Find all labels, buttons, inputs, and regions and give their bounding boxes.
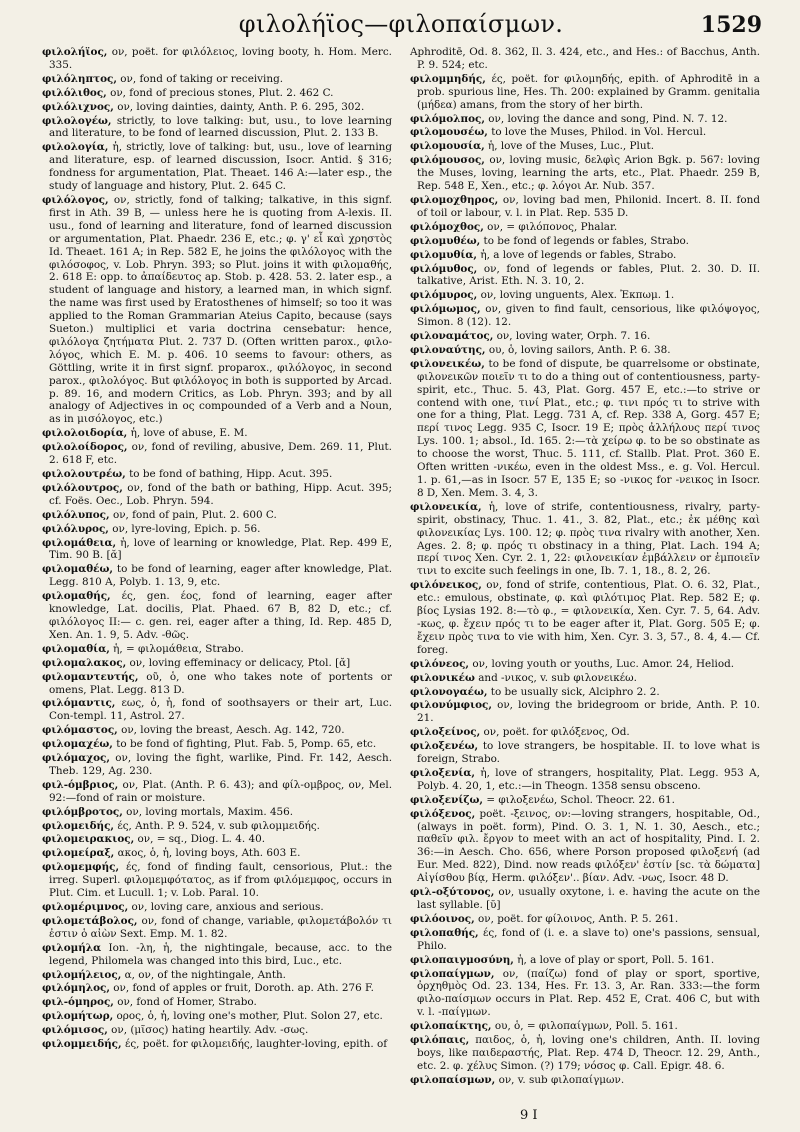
entry-headword: φιλοπαίσμων, — [410, 1073, 496, 1086]
entry-definition: to love strangers, be hospitable. II. to love what is foreign, Strabo. — [417, 740, 760, 766]
entry-headword: φιλονεικία, — [410, 500, 482, 513]
dictionary-entry — [42, 509, 392, 522]
entry-definition: ον, fond of change, variable, φιλομετάβολόν τι ἐστιν ὁ αἰὼν Sext. Emp. M. 1. 82. — [49, 914, 392, 940]
entry-headword: φιλόμοχθος, — [410, 220, 484, 233]
left-column — [42, 46, 392, 1052]
dictionary-entry — [42, 73, 392, 86]
dictionary-entry — [42, 969, 392, 982]
dictionary-entry — [42, 482, 392, 508]
dictionary-entry — [410, 249, 760, 262]
entry-headword: φιλόμωμος, — [410, 303, 481, 316]
entry-headword: φιλομαθέω, — [42, 563, 114, 576]
dictionary-entry — [410, 672, 760, 685]
dictionary-entry — [410, 968, 760, 1020]
entry-headword: φιλόμαντις, — [42, 697, 116, 710]
entry-definition: ον, poët. for φιλόξενος, Od. — [483, 726, 630, 739]
dictionary-entry — [42, 724, 392, 737]
dictionary-entry — [42, 657, 392, 670]
dictionary-entry — [410, 344, 760, 357]
entry-headword: φιλομυθία, — [410, 248, 478, 261]
dictionary-entry — [410, 913, 760, 926]
entry-definition: ές, Anth. P. 9. 524, v. sub φιλομμειδής. — [117, 819, 320, 832]
entry-definition: Aphroditē, Od. 8. 362, Il. 3. 424, etc., and Hes.: of Bacchus, Anth. P. 9. 524; etc. — [410, 46, 760, 71]
entry-headword: φιλολογία, — [42, 141, 109, 154]
dictionary-entry — [410, 767, 760, 793]
dictionary-entry — [410, 927, 760, 953]
entry-definition: ον, strictly, fond of talking; talkative, in this signf. first in Ath. 39 B, — unless here he is quoting from A-lexis. II. usu., fond of learning and literature, fond of learned discussion or argumentation, Plat. Phaedr. 236 E, etc.; φ. γ' εἶ καὶ χρηστὸς Id. Theaet. 161 A; in Rep. 582 E, he joins the φιλόλογος with the φιλόσοφος, v. Lob. Phryn. 393; so Plut. joins it with φιλομαθής, 2. 618 E: opp. to ἀπαίδευτος ap. Stob. p. 428. 53. 2. later esp., a student of language and history, a learned man, in which signf. the name was first used by Eratosthenes of himself; so too it was applied to the Roman Grammarian Ateius Capito, because (says Sueton.) multiplici et varia doctrina censebatur: hence, φιλόλογα ζητήματα Plut. 2. 737 D. (Often written parox., φιλο-λόγος, which E. M. p. 406. 10 seems to favour: others, as Göttling, write it in first signf. proparox., φιλόλογος, in second parox., φιλολόγος. But φιλόλογος in both is supported by Arcad. p. 89. 16, and modern Critics, as Lob. Phryn. 393; and by all analogy of Adjectives in ος compounded of a Verb and a Noun, as in μισόλογος, etc.) — [49, 193, 392, 426]
entry-definition: ον, loving mortals, Maxim. 456. — [126, 805, 294, 818]
dictionary-entry — [410, 886, 760, 912]
entry-definition: ές, poët. for φιλομειδής, laughter-loving, epith. of — [124, 1038, 388, 1051]
dictionary-entry — [42, 1010, 392, 1023]
dictionary-entry — [42, 537, 392, 563]
entry-headword: φιλόοινος, — [410, 912, 475, 925]
entry-definition: = φιλοξενέω, Schol. Theocr. 22. 61. — [486, 793, 675, 806]
entry-definition: ον, fond of Homer, Strabo. — [117, 996, 257, 1009]
entry-definition: ές, gen. έος, fond of learning, eager after knowledge, Lat. docilis, Plat. Phaed. 67 B, 82 D, etc.; cf. φιλόλογος II:— c. gen. rei, eager after a thing, Id. Rep. 485 D, Xen. An. 1. 9, 5. Adv. -θῶς. — [49, 590, 392, 641]
entry-definition: ον, (μῖσος) hating heartily. Adv. -σως. — [111, 1024, 309, 1037]
entry-definition: to be fond of bathing, Hipp. Acut. 395. — [129, 468, 333, 480]
dictionary-entry — [410, 46, 760, 72]
entry-headword: φιλομμειδής, — [42, 1038, 122, 1051]
dictionary-entry — [42, 1024, 392, 1037]
entry-headword: φιλόμυθος, — [410, 262, 478, 275]
dictionary-entry — [42, 752, 392, 778]
dictionary-entry — [410, 699, 760, 725]
dictionary-entry — [42, 915, 392, 941]
entry-headword: φιλομοχθηρος, — [410, 193, 499, 206]
entry-headword: φιλοξείνος, — [410, 726, 481, 739]
entry-headword: φιλόμισος, — [42, 1024, 108, 1037]
entry-definition: and -νικος, v. sub φιλονεικέω. — [478, 671, 637, 684]
dictionary-entry — [410, 579, 760, 656]
page-number: 1529 — [700, 12, 762, 38]
entry-headword: φιλομουσία, — [410, 140, 485, 153]
entry-headword: φιλοξενέω, — [410, 740, 479, 753]
entry-definition: ον, fond of apples or fruit, Doroth. ap. Ath. 276 F. — [113, 982, 374, 995]
entry-definition: ον, = sq., Diog. L. 4. 40. — [137, 833, 266, 846]
entry-definition: ον, usually oxytone, i. e. having the acute on the last syllable. [ῠ] — [417, 886, 760, 911]
dictionary-entry — [410, 794, 760, 807]
entry-definition: to be fond of dispute, be quarrelsome or obstinate, φιλονεικῶν ποιεῖν τι to do a thing out of contentiousness, party-spirit, etc., Thuc. 5. 43, Plat. Gorg. 457 E, etc.:—to strive or contend with one, τινί Plat., etc.; φ. τινι πρός τι to strive with one for a thing, Plat. Legg. 731 A, cf. Rep. 338 A, Gorg. 457 E; περί τινος Legg. 935 C, Isocr. 19 E; πρὸς ἀλλήλους περί τινος Lys. 100. 1; absol., Id. 165. 2:—τὰ χείρω φ. to be so obstinate as to choose the worst, Thuc. 5. 111, cf. Stallb. Plat. Prot. 360 E. Often written -νικέω, even in the oldest Mss., e. g. Vol. Hercul. 1. p. 61,—as in Isocr. 57 E, 135 E; so -νικος for -νεικος in Isocr. 8 D, Xen. Mem. 3. 4, 3. — [417, 357, 760, 499]
entry-definition: ον, loving dainties, dainty, Anth. P. 6. 295, 302. — [117, 100, 365, 113]
entry-definition: poët. -ξεινος, ον:—loving strangers, hospitable, Od., (always in poët. form), Pind. O. 3. 1, N. 1. 30, Aesch., etc.; παθεῖν φιλ. ἔργον to meet with an act of hospitality, Pind. I. 2. 36:—in Aesch. Cho. 656, where Porson proposed φιλοξενή (ad Eur. Med. 822), Dind. now reads φιλόξεν' ἐστίν [sc. τὰ δώματα] Αἰγίσθου βίᾳ, Herm. φιλόξεν'.. βίαν. Adv. -νως, Isocr. 48 D. — [417, 807, 761, 885]
entry-headword: φιλομετάβολος, — [42, 914, 138, 927]
dictionary-entry — [410, 113, 760, 126]
dictionary-entry — [42, 46, 392, 72]
dictionary-entry — [42, 194, 392, 426]
entry-definition: ον, fond of taking or receiving. — [120, 72, 284, 85]
dictionary-entry — [410, 221, 760, 234]
dictionary-entry — [410, 126, 760, 139]
entry-headword: φιλόξενος, — [410, 807, 476, 820]
entry-definition: ον, loving youth or youths, Luc. Amor. 24, Heliod. — [472, 657, 735, 670]
dictionary-entry — [410, 1020, 760, 1033]
dictionary-entry — [42, 806, 392, 819]
dictionary-entry — [42, 942, 392, 968]
entry-definition: ον, (παίζω) fond of play or sport, sportive, ὀρχηθμὸς Od. 23. 134, Hes. Fr. 13. 3, Ar. Ran. 333:—the form φιλο-παίσμων occurs in Plat. Rep. 452 E, Crat. 406 C, but with v. l. -παίγμων. — [417, 967, 760, 1019]
entry-headword: φιλοπαθής, — [410, 926, 479, 939]
entry-headword: φιλολογέω, — [42, 114, 112, 127]
entry-definition: ές, poët. for φιλομηδής, epith. of Aphroditē in a prob. spurious line, Hes. Th. 200: explained by Gramm. genitalia (μήδεα) amans, from the story of her birth. — [417, 72, 760, 111]
entry-definition: strictly, to love talking: but, usu., to love learning and literature, to be fond of learned discussion, Plut. 2. 133 B. — [49, 114, 392, 140]
entry-headword: φιλόπαις, — [410, 1034, 470, 1047]
dictionary-entry — [410, 358, 760, 500]
entry-headword: φιλομάθεια, — [42, 536, 117, 549]
entry-headword: φιλ-όμηρος, — [42, 996, 114, 1009]
dictionary-entry — [42, 523, 392, 536]
entry-definition: ἡ, love of strife, contentiousness, rivalry, party-spirit, obstinacy, Thuc. 1. 41., 3. 82, Plat., etc.; ἐκ μέθης καὶ φιλονεικίας Lys. 100. 12; φ. πρὸς τινα rivalry with another, Xen. Ages. 2. 8; φ. πρός τι obstinacy in a thing, Plat. Lach. 194 A; περί τινος Xen. Cyr. 2. 1, 22: φιλονεικίαν ἐμβάλλειν or ἐμποιεῖν τινι to excite such feelings in one, Ib. 7. 1, 18., 8. 2, 26. — [417, 500, 760, 578]
dictionary-entry — [42, 101, 392, 114]
entry-definition: ον, v. sub φιλοπαίγμων. — [498, 1073, 625, 1086]
entry-headword: φιλ-οξύτονος, — [410, 886, 495, 899]
entry-definition: ον, poët. for φιλόλειος, loving booty, h. Hom. Merc. 335. — [49, 46, 392, 71]
entry-headword: φιλομαντευτής, — [42, 670, 139, 683]
entry-definition: ἡ, love of strangers, hospitality, Plat. Legg. 953 A, Polyb. 4. 20, 1, etc.:—in Theogn. 1358 sensu obsceno. — [417, 766, 760, 792]
entry-headword: φιλολουτρέω, — [42, 468, 126, 480]
entry-headword: φιλόμβροτος, — [42, 805, 123, 818]
entry-definition: to be fond of learning, eager after knowledge, Plat. Legg. 810 A, Polyb. 1. 13, 9, etc. — [49, 563, 392, 589]
entry-headword: φιλόλυρος, — [42, 522, 109, 535]
dictionary-entry — [410, 330, 760, 343]
entry-definition: ορος, ὁ, ἡ, loving one's mother, Plut. Solon 27, etc. — [116, 1010, 383, 1023]
entry-definition: ον, fond of reviling, abusive, Dem. 269. 11, Plut. 2. 618 F, etc. — [49, 441, 392, 467]
entry-definition: οῦ, ὁ, one who takes note of portents or omens, Plat. Legg. 813 D. — [49, 670, 392, 696]
dictionary-entry — [42, 1038, 392, 1051]
dictionary-entry — [42, 563, 392, 589]
entry-headword: φιλομμηδής, — [410, 72, 486, 85]
entry-definition: to love the Muses, Philod. in Vol. Hercul. — [491, 126, 707, 139]
entry-headword: φιλόμαχος, — [42, 752, 110, 765]
dictionary-entry — [42, 441, 392, 467]
entry-headword: φιλόμουσος, — [410, 154, 485, 167]
dictionary-entry — [42, 87, 392, 100]
entry-headword: φιλομαθία, — [42, 642, 110, 655]
entry-headword: φιλομήλειος, — [42, 968, 122, 981]
entry-headword: φιλόνεος, — [410, 657, 470, 670]
entry-definition: ον, Plat. (Anth. P. 6. 43); and φίλ-ομβρος, ον, Mel. 92:—fond of rain or moisture. — [49, 778, 392, 804]
entry-headword: φιλολοιδορία, — [42, 427, 128, 440]
entry-definition: ον, loving effeminacy or delicacy, Ptol. [ᾰ] — [129, 656, 351, 669]
dictionary-entry — [42, 590, 392, 642]
dictionary-entry — [410, 263, 760, 289]
entry-headword: φιλοπαίκτης, — [410, 1020, 492, 1033]
entry-headword: φιλοξενίζω, — [410, 793, 484, 806]
entry-definition: to be usually sick, Alciphro 2. 2. — [490, 685, 660, 698]
entry-definition: ου, ὁ, = φιλοπαίγμων, Poll. 5. 161. — [494, 1020, 678, 1033]
dictionary-entry — [410, 501, 760, 578]
entry-headword: φιλόμαστος, — [42, 724, 118, 737]
entry-headword: φιλόμηλος, — [42, 982, 110, 995]
dictionary-entry — [42, 847, 392, 860]
entry-definition: ον, loving bad men, Philonid. Incert. 8. II. fond of toil or labour, v. l. in Plat. Rep. 535 D. — [417, 193, 760, 219]
dictionary-entry — [42, 115, 392, 141]
entry-headword: φιλοπαίγμων, — [410, 967, 495, 980]
signature-mark: 9 I — [520, 1108, 538, 1123]
dictionary-entry — [410, 954, 760, 967]
entry-definition: ἡ, a love of play or sport, Poll. 5. 161. — [517, 953, 715, 966]
entry-definition: ον, fond of precious stones, Plut. 2. 462 C. — [110, 86, 334, 99]
dictionary-entry — [410, 808, 760, 885]
dictionary-entry — [410, 140, 760, 153]
dictionary-entry — [42, 901, 392, 914]
entry-headword: φιλομείραξ, — [42, 847, 115, 860]
entry-headword: φιλολήϊος, — [42, 46, 108, 58]
entry-definition: ἡ, love of learning or knowledge, Plat. Rep. 499 E, Tim. 90 B. [ᾰ] — [49, 536, 392, 562]
entry-definition: ον, fond of the bath or bathing, Hipp. Acut. 395; cf. Foës. Oec., Lob. Phryn. 594. — [49, 481, 392, 507]
entry-headword: φιλομουσέω, — [410, 126, 488, 139]
dictionary-entry — [410, 726, 760, 739]
dictionary-entry — [410, 73, 760, 112]
entry-definition: α, ον, of the nightingale, Anth. — [124, 968, 286, 981]
entry-definition: ον, fond of strife, contentious, Plat. O. 6. 32, Plat., etc.: emulous, obstinate, φ. καὶ φιλότιμος Plat. Rep. 582 E; φ. βίος Lysias 192. 8:—τὸ φ., = φιλονεικία, Xen. Cyr. 7. 5, 64. Adv. -κως, φ. ἔχειν πρός τι to be eager after it, Plat. Gorg. 505 E; φ. ἔχειν πρὸς τινα to vie with him, Xen. Cyr. 3. 3, 57., 8. 4, 4.— Cf. foreg. — [417, 579, 760, 656]
entry-definition: ον, given to find fault, censorious, like φιλόψογος, Simon. 8 (12). 12. — [417, 303, 760, 329]
dictionary-entry — [42, 820, 392, 833]
entry-headword: φιλοπαιγμοσύνη, — [410, 953, 514, 966]
entry-definition: Ion. -λη, ἡ, the nightingale, because, acc. to the legend, Philomela was changed into this bird, Luc., etc. — [49, 941, 392, 967]
entry-definition: to be fond of fighting, Plut. Fab. 5, Pomp. 65, etc. — [116, 738, 377, 751]
entry-headword: φιλόνεικος, — [410, 579, 482, 592]
dictionary-entry — [410, 194, 760, 220]
entry-definition: ἡ, love of abuse, E. M. — [130, 427, 248, 440]
right-column — [410, 46, 760, 1088]
entry-headword: φιλονικέω — [410, 671, 475, 684]
entry-definition: ον, loving the fight, warlike, Pind. Fr. 142, Aesch. Theb. 129, Ag. 230. — [49, 752, 392, 777]
entry-definition: ον, loving water, Orph. 7. 16. — [496, 330, 651, 343]
dictionary-entry — [410, 303, 760, 329]
entry-definition: ές, fond of finding fault, censorious, Plut.: the irreg. Superl. φιλομεμφότατος, as if from φιλόμεμφος, occurs in Plut. Cim. et Lucull. 1; v. Lob. Paral. 10. — [49, 861, 392, 900]
entry-definition: ον, loving unguents, Alex. Ἐκπωμ. 1. — [480, 289, 675, 302]
entry-headword: φιλομαχέω, — [42, 738, 113, 751]
dictionary-entry — [42, 427, 392, 440]
entry-definition: παιδος, ὁ, ἡ, loving one's children, Anth. II. loving boys, like παιδεραστής, Plat. Rep. 474 D, Theocr. 12. 29, Anth., etc. 2. φ. χέλυς Simon. (?) 179; νόσος φ. Call. Epigr. 48. 6. — [417, 1034, 760, 1072]
entry-headword: φιλονογαέω, — [410, 685, 488, 698]
entry-definition: ἡ, = φιλομάθεια, Strabo. — [113, 642, 244, 655]
dictionary-entry — [410, 1034, 760, 1073]
entry-headword: φιλόληπτος, — [42, 72, 117, 85]
entry-headword: φιλονεικέω, — [410, 357, 485, 370]
entry-headword: φιλόμολπος, — [410, 112, 485, 125]
entry-headword: φιλοξενία, — [410, 766, 475, 779]
running-head-title: φιλολήϊος—φιλοπαίσμων. — [238, 10, 564, 38]
dictionary-entry — [42, 982, 392, 995]
dictionary-entry — [410, 658, 760, 671]
entry-definition: ἡ, strictly, love of talking: but, usu., love of learning and literature, esp. of learned discussion, Isocr. Antid. § 316; fondness for argumentation, Plat. Theaet. 146 A:—later esp., the study of language and history, Plut. 2. 645 C. — [49, 141, 392, 193]
entry-definition: to be fond of legends or fables, Strabo. — [483, 234, 689, 247]
entry-headword: φιλόμυρος, — [410, 289, 478, 302]
entry-headword: φιλοναύτης, — [410, 343, 486, 356]
dictionary-entry — [42, 671, 392, 697]
entry-headword: φιλόλιθος, — [42, 86, 107, 99]
entry-definition: ἡ, love of the Muses, Luc., Plut. — [488, 140, 655, 153]
entry-headword: φιλονύμφιος, — [410, 699, 492, 712]
dictionary-entry — [42, 643, 392, 656]
entry-headword: φιλομήτωρ, — [42, 1010, 114, 1023]
dictionary-entry — [42, 697, 392, 723]
dictionary-entry — [410, 740, 760, 766]
entry-headword: φιλ-όμβριος, — [42, 778, 119, 791]
entry-headword: φιλοναμάτος, — [410, 330, 494, 343]
entry-headword: φιλομέριμνος, — [42, 901, 129, 913]
dictionary-entry — [410, 235, 760, 248]
entry-headword: φιλομυθέω, — [410, 234, 481, 247]
entry-definition: ον, loving the breast, Aesch. Ag. 142, 720. — [121, 724, 345, 737]
dictionary-entry — [42, 996, 392, 1009]
dictionary-entry — [42, 468, 392, 481]
entry-definition: ές, fond of (i. e. a slave to) one's passions, sensual, Philo. — [417, 926, 760, 952]
entry-definition: εως, ὁ, ἡ, fond of soothsayers or their art, Luc. Con-templ. 11, Astrol. 27. — [49, 697, 392, 723]
entry-definition: ον, lyre-loving, Epich. p. 56. — [112, 522, 261, 535]
entry-definition: ον, fond of legends or fables, Plut. 2. 30. D. II. talkative, Arist. Eth. N. 3. 10, 2. — [417, 262, 760, 288]
entry-headword: φιλομεμφής, — [42, 861, 120, 874]
entry-definition: ου, ὁ, loving sailors, Anth. P. 6. 38. — [488, 343, 671, 356]
entry-headword: φιλολοίδορος, — [42, 441, 128, 454]
dictionary-entry — [42, 779, 392, 805]
entry-definition: ἡ, a love of legends or fables, Strabo. — [480, 248, 677, 261]
entry-headword: φιλομειδής, — [42, 819, 115, 832]
entry-headword: φιλομήλα — [42, 941, 102, 954]
entry-definition: ακος, ὁ, ἡ, loving boys, Ath. 603 E. — [117, 847, 301, 860]
entry-definition: ον, loving the dance and song, Pind. N. 7. 12. — [488, 112, 728, 125]
entry-definition: ον, fond of pain, Plut. 2. 600 C. — [112, 508, 277, 521]
dictionary-entry — [410, 1074, 760, 1087]
entry-headword: φιλόλυπος, — [42, 508, 110, 521]
dictionary-entry — [42, 833, 392, 846]
dictionary-entry — [42, 141, 392, 193]
dictionary-entry — [410, 154, 760, 193]
dictionary-entry — [42, 738, 392, 751]
entry-headword: φιλομαθής, — [42, 590, 111, 603]
entry-definition: ον, loving care, anxious and serious. — [131, 901, 324, 913]
entry-headword: φιλόλιχνος, — [42, 100, 114, 113]
entry-headword: φιλομαλακος, — [42, 656, 127, 669]
entry-definition: ον, = φιλόπονος, Phalar. — [487, 220, 618, 233]
entry-definition: ον, poët. for φίλοινος, Anth. P. 5. 261. — [478, 912, 679, 925]
entry-headword: φιλομειρακιος, — [42, 833, 135, 846]
entry-headword: φιλόλουτρος, — [42, 481, 123, 494]
entry-definition: ον, loving music, δελφὶς Arion Bgk. p. 567: loving the Muses, loving, learning the arts, etc., Plat. Phaedr. 259 B, Rep. 548 E, Xen., etc.; φ. λόγοι Ar. Nub. 357. — [417, 154, 760, 193]
dictionary-entry — [410, 289, 760, 302]
dictionary-entry — [410, 686, 760, 699]
entry-definition: ον, loving the bridegroom or bride, Anth. P. 10. 21. — [417, 699, 760, 725]
entry-headword: φιλόλογος, — [42, 193, 109, 206]
dictionary-entry — [42, 861, 392, 900]
running-header — [40, 8, 762, 38]
